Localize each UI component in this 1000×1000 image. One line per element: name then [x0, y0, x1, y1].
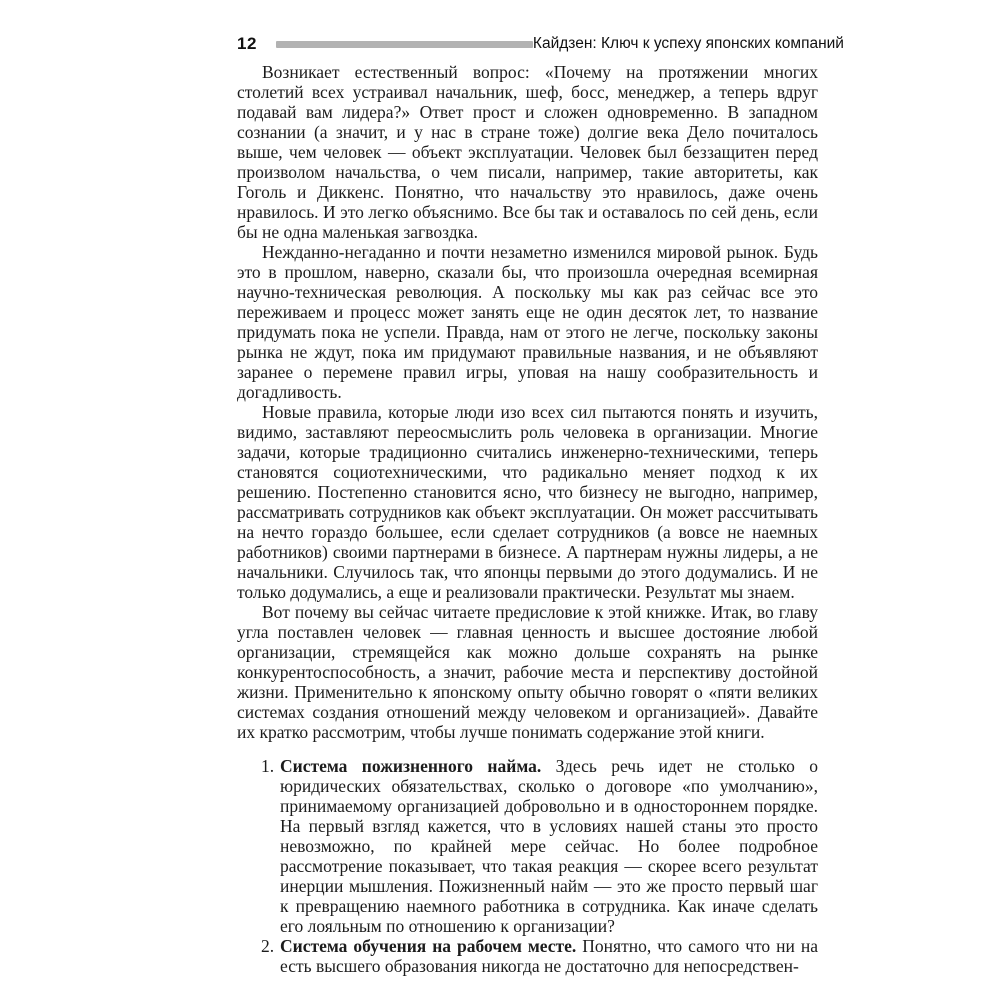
paragraph: Возникает естественный вопрос: «Почему на протяжении многих столетий всех устраивал начальник, шеф, босс, менеджер, а теперь вдруг подавай вам лидера?» Ответ прост и сложен одновременно. В западном сознании (а значит, и у нас в стране тоже) долгие века Дело почиталось выше, чем человек — объект эксплуатации. Человек был беззащитен перед произволом начальства, о чем писали, например, такие авторитеты, как Гоголь и Диккенс. Понятно, что начальству это нравилось, даже очень нравилось. И это легко объяснимо. Все бы так и оставалось по сей день, если бы не одна маленькая загвоздка.	[237, 62, 818, 242]
paragraph: Нежданно-негаданно и почти незаметно изменился мировой рынок. Будь это в прошлом, наверно, сказали бы, что произошла очередная всемирная научно-техническая революция. А поскольку мы как раз сейчас все это переживаем и процесс может занять еще не один десяток лет, то название придумать пока не успели. Правда, нам от этого не легче, поскольку законы рынка не ждут, пока им придумают правильные названия, и не объявляют заранее о перемене правил игры, уповая на нашу сообразительность и догадливость.	[237, 242, 818, 402]
running-title: Кайдзен: Ключ к успеху японских компаний	[532, 35, 844, 52]
list-item-lead: Система пожизненного найма.	[280, 756, 542, 776]
list-item-text: Система пожизненного найма. Здесь речь идет не столько о юридических обязательствах, сколько о договоре «по умолчанию», принимаемому организацией добровольно и в одностороннем порядке. На первый взгляд кажется, что в условиях нашей станы это просто невозможно, по крайней мере сейчас. Но более подробное рассмотрение показывает, что такая реакция — скорее всего результат инерции мышления. Пожизненный найм — это же просто первый шаг к превращению наемного работника в сотрудника. Как иначе сделать его лояльным по отношению к организации?	[280, 756, 818, 936]
paragraph: Новые правила, которые люди изо всех сил пытаются понять и изучить, видимо, заставляют переосмыслить роль человека в организации. Многие задачи, которые традиционно считались инженерно-техническими, теперь становятся социотехническими, что радикально меняет подход к их решению. Постепенно становится ясно, что бизнесу не выгодно, например, рассматривать сотрудников как объект эксплуатации. Он может рассчитывать на нечто гораздо большее, если сделает сотрудников (а вовсе не наемных работников) своими партнерами в бизнесе. А партнерам нужны лидеры, а не начальники. Случилось так, что японцы первыми до этого додумались. И не только додумались, а еще и реализовали практически. Результат мы знаем.	[237, 402, 818, 602]
list-item-text: Система обучения на рабочем месте. Понятно, что самого что ни на есть высшего образования никогда не достаточно для непосредствен-	[280, 936, 818, 976]
header-divider-bar	[276, 41, 533, 48]
list-item-lead: Система обучения на рабочем месте.	[280, 936, 577, 956]
numbered-list	[237, 756, 818, 976]
paragraphs-container	[237, 62, 818, 742]
page-header	[237, 33, 844, 55]
list-item	[237, 936, 818, 976]
page-number: 12	[237, 34, 257, 53]
list-item-number: 2.	[261, 936, 275, 956]
list-item-number: 1.	[261, 756, 275, 776]
paragraph: Вот почему вы сейчас читаете предисловие к этой книжке. Итак, во главу угла поставлен человек — главная ценность и высшее достояние любой организации, стремящейся как можно дольше сохранять на рынке конкурентоспособность, а значит, рабочие места и перспективу достойной жизни. Применительно к японскому опыту обычно говорят о «пяти великих системах создания отношений между человеком и организацией». Давайте их кратко рассмотрим, чтобы лучше понимать содержание этой книги.	[237, 602, 818, 742]
page-content	[237, 62, 818, 976]
list-item	[237, 756, 818, 936]
